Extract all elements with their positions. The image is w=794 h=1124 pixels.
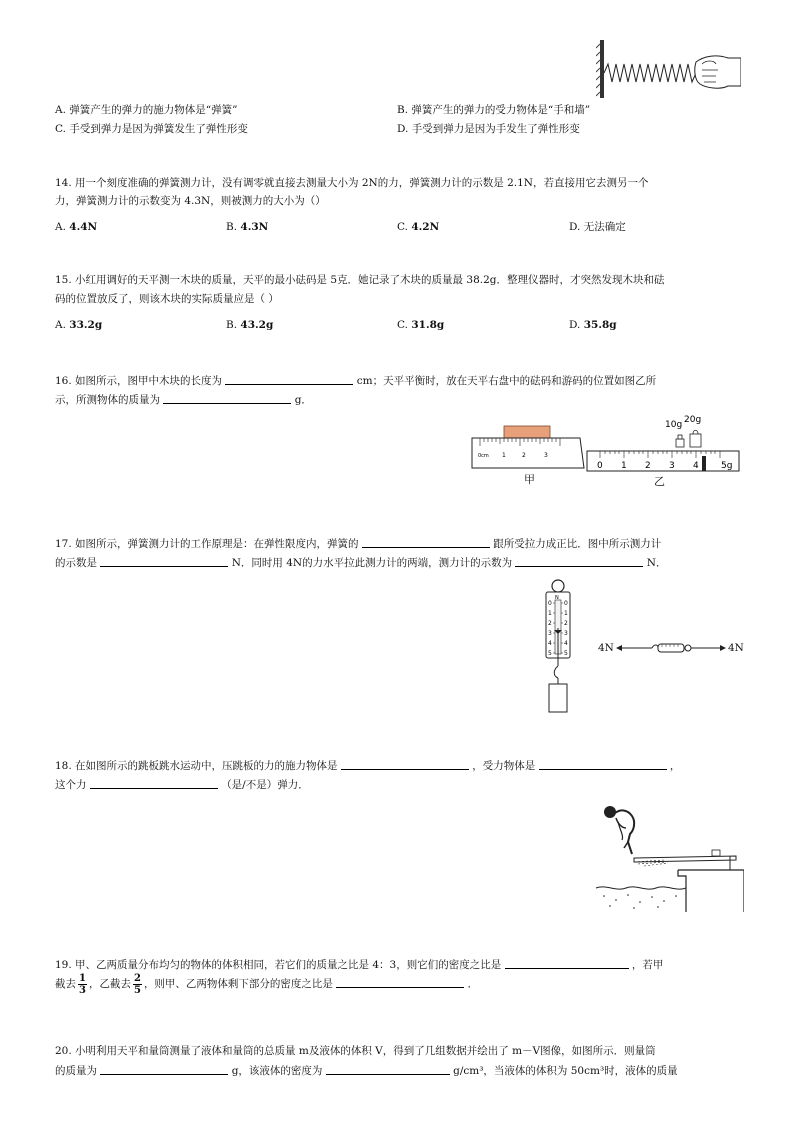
force-left-label: 4N: [598, 642, 614, 654]
q17-question-line1: 17. 如图所示，弹簧测力计的工作原理是：在弹性限度内，弹簧的 跟所受拉力成正比．图中所示测力计: [55, 538, 662, 550]
q15-option-a: A. 33.2g: [55, 319, 103, 331]
q18-blank-elastic[interactable]: [90, 778, 218, 789]
meter-left-1: 1: [548, 610, 552, 617]
fraction-one-third: $\frac{1}{3}$: [79, 972, 86, 996]
q16-blank-mass[interactable]: [163, 393, 291, 404]
q14-question-line2: 力，弹簧测力计的示数变为 4.3N，则被测力的大小为（）: [55, 195, 326, 207]
q17-question-line2: 的示数是 N．同时用 4N的力水平拉此测力计的两端，测力计的示数为 N．: [55, 557, 667, 569]
spring-scale-figure: [536, 578, 580, 721]
q19-blank-remaining-ratio[interactable]: [336, 977, 464, 988]
meter-right-2: 2: [564, 620, 568, 627]
figure-label-yi: 乙: [654, 475, 665, 488]
meter-left-2: 2: [548, 620, 552, 627]
diving-board-figure: [594, 800, 744, 915]
q13-option-c: C. 手受到弹力是因为弹簧发生了弹性形变: [55, 123, 248, 135]
meter-right-5: 5: [564, 650, 568, 657]
ruler-unit-label: 0cm: [478, 453, 489, 459]
meter-right-0: 0: [564, 600, 568, 607]
force-right-label: 4N: [728, 642, 744, 654]
q18-blank-applier[interactable]: [341, 759, 469, 770]
q15-option-c: C. 31.8g: [397, 319, 445, 331]
scale-tick-3: 3: [669, 461, 675, 471]
meter-left-5: 5: [548, 650, 552, 657]
q16-question-line1: 16. 如图所示，图甲中木块的长度为 cm；天平平衡时，放在天平右盘中的砝码和游码的位置如图乙所: [55, 375, 657, 387]
q17-blank-principle[interactable]: [362, 537, 490, 548]
ruler-tick-1: 1: [502, 452, 506, 459]
q15-option-d: D. 35.8g: [569, 319, 617, 331]
q20-question-line1: 20. 小明利用天平和量筒测量了液体和量筒的总质量 m及液体的体积 V，得到了几组数据并绘出了 m－V图像，如图所示．则量筒: [55, 1045, 656, 1057]
q13-option-d: D. 手受到弹力是因为手发生了弹性形变: [397, 123, 580, 135]
meter-left-3: 3: [548, 630, 552, 637]
q15-question-line1: 15. 小红用调好的天平测一木块的质量，天平的最小砝码是 5克．她记录了木块的质量最 38.2g．整理仪器时，才突然发现木块和砝: [55, 274, 665, 286]
meter-left-4: 4: [548, 640, 552, 647]
q14-option-d: D. 无法确定: [569, 221, 626, 233]
q18-question-line2: 这个力 （是/不是）弹力．: [55, 779, 309, 791]
meter-right-4: 4: [564, 640, 568, 647]
meter-left-0: 0: [548, 600, 552, 607]
q14-option-b: B. 4.3N: [226, 221, 269, 233]
q14-question-line1: 14. 用一个刻度准确的弹簧测力计，没有调零就直接去测量大小为 2N的力，弹簧测力计的示数是 2.1N，若直接用它去测另一个: [55, 177, 649, 189]
q13-option-b: B. 弹簧产生的弹力的受力物体是“手和墙”: [397, 104, 591, 116]
ruler-figure: [470, 424, 585, 473]
balance-scale-figure: [586, 412, 742, 475]
scale-tick-0: 0: [597, 461, 603, 471]
q14-option-c: C. 4.2N: [397, 221, 440, 233]
ruler-tick-3: 3: [544, 452, 548, 459]
meter-right-3: 3: [564, 630, 568, 637]
q19-question-line1: 19. 甲、乙两质量分布均匀的物体的体积相同，若它们的质量之比是 4：3，则它们的密度之比是 ，若甲: [55, 959, 664, 971]
q17-blank-reading[interactable]: [100, 556, 228, 567]
q15-option-b: B. 43.2g: [226, 319, 274, 331]
q19-blank-density-ratio[interactable]: [505, 958, 629, 969]
q19-question-line2: 截去 $\frac{1}{3}$ ，乙截去 $\frac{2}{5}$ ，则甲、乙两物体剩下部分的密度之比是 ．: [55, 972, 479, 996]
ruler-tick-2: 2: [522, 452, 526, 459]
figure-label-jia: 甲: [524, 473, 535, 486]
horizontal-scale-figure: [616, 640, 726, 659]
meter-right-1: 1: [564, 610, 568, 617]
q15-question-line2: 码的位置放反了，则该木块的实际质量应是（ ）: [55, 293, 279, 305]
weight-20g-label: 20g: [684, 415, 702, 425]
q16-question-line2: 示，所测物体的质量为 g．: [55, 394, 312, 406]
scale-tick-2: 2: [645, 461, 651, 471]
scale-tick-5g: 5g: [721, 461, 733, 471]
q13-option-a: A. 弹簧产生的弹力的施力物体是“弹簧”: [55, 104, 238, 116]
meter-unit: N: [555, 595, 559, 601]
q20-question-line2: 的质量为 g，该液体的密度为 g/cm³，当液体的体积为 50cm³时，液体的质量: [55, 1065, 678, 1077]
q18-blank-receiver[interactable]: [539, 759, 667, 770]
q18-question-line1: 18. 在如图所示的跳板跳水运动中，压跳板的力的施力物体是 ，受力物体是 ，: [55, 760, 681, 772]
q20-blank-density[interactable]: [326, 1064, 450, 1075]
q14-option-a: A. 4.4N: [55, 221, 98, 233]
q16-blank-length[interactable]: [225, 374, 353, 385]
scale-tick-1: 1: [621, 461, 627, 471]
fraction-two-fifths: $\frac{2}{5}$: [133, 972, 141, 996]
q20-blank-cylinder-mass[interactable]: [100, 1064, 228, 1075]
spring-hand-figure: [596, 40, 741, 101]
q17-blank-reading-2[interactable]: [515, 556, 643, 567]
scale-tick-4: 4: [693, 461, 699, 471]
weight-10g-label: 10g: [665, 420, 683, 430]
